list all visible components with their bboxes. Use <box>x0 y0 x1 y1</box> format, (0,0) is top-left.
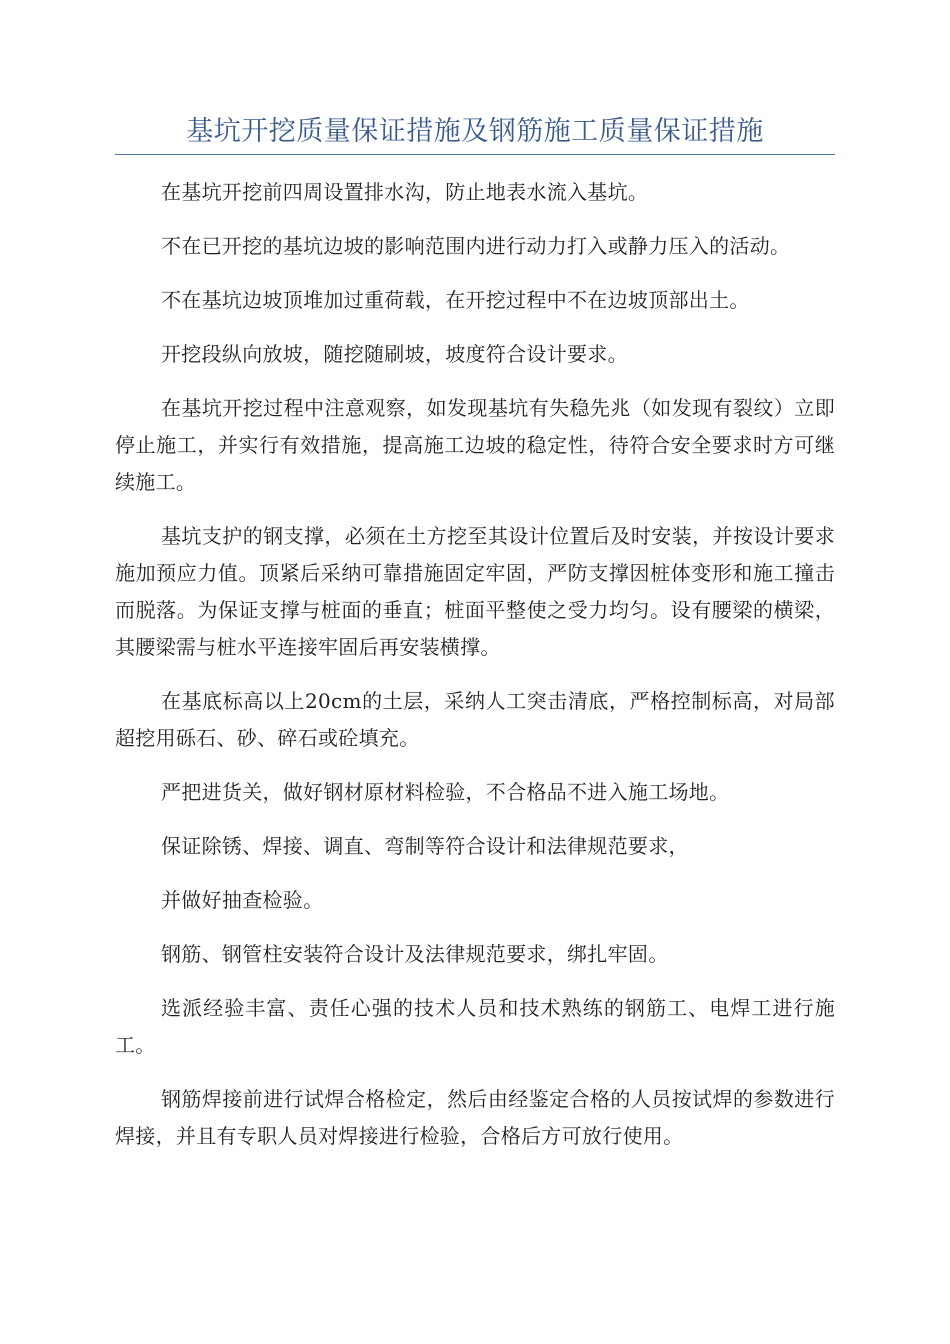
paragraph: 并做好抽查检验。 <box>161 888 324 912</box>
paragraph: 选派经验丰富、责任心强的技术人员和技术熟练的钢筋工、电焊工进行施工。 <box>115 996 835 1057</box>
paragraph: 在基底标高以上20cm的土层，采纳人工突击清底，严格控制标高，对局部超挖用砾石、砂、碎石或砼填充。 <box>115 689 835 750</box>
paragraph: 保证除锈、焊接、调直、弯制等符合设计和法律规范要求， <box>161 834 689 858</box>
document-title: 基坑开挖质量保证措施及钢筋施工质量保证措施 <box>186 116 764 147</box>
paragraph: 开挖段纵向放坡，随挖随刷坡，坡度符合设计要求。 <box>161 342 628 366</box>
paragraph: 严把进货关，做好钢材原材料检验，不合格品不进入施工场地。 <box>161 780 730 804</box>
paragraph: 钢筋、钢管柱安装符合设计及法律规范要求，绑扎牢固。 <box>161 942 669 966</box>
paragraph: 不在基坑边坡顶堆加过重荷载，在开挖过程中不在边坡顶部出土。 <box>161 288 750 312</box>
paragraph: 在基坑开挖过程中注意观察，如发现基坑有失稳先兆（如发现有裂纹）立即停止施工，并实行有效措施，提高施工边坡的稳定性，待符合安全要求时方可继续施工。 <box>115 396 835 494</box>
document-body <box>115 174 835 1172</box>
paragraph: 不在已开挖的基坑边坡的影响范围内进行动力打入或静力压入的活动。 <box>161 234 791 258</box>
title-underline <box>115 154 835 155</box>
paragraph: 在基坑开挖前四周设置排水沟，防止地表水流入基坑。 <box>161 180 649 204</box>
paragraph: 基坑支护的钢支撑，必须在土方挖至其设计位置后及时安装，并按设计要求施加预应力值。顶紧后采纳可靠措施固定牢固，严防支撑因桩体变形和施工撞击而脱落。为保证支撑与桩面的垂直；桩面平整使之受力均匀。设有腰梁的横梁，其腰梁需与桩水平连接牢固后再安装横撑。 <box>115 524 835 659</box>
paragraph: 钢筋焊接前进行试焊合格检定，然后由经鉴定合格的人员按试焊的参数进行焊接，并且有专职人员对焊接进行检验，合格后方可放行使用。 <box>115 1087 835 1148</box>
